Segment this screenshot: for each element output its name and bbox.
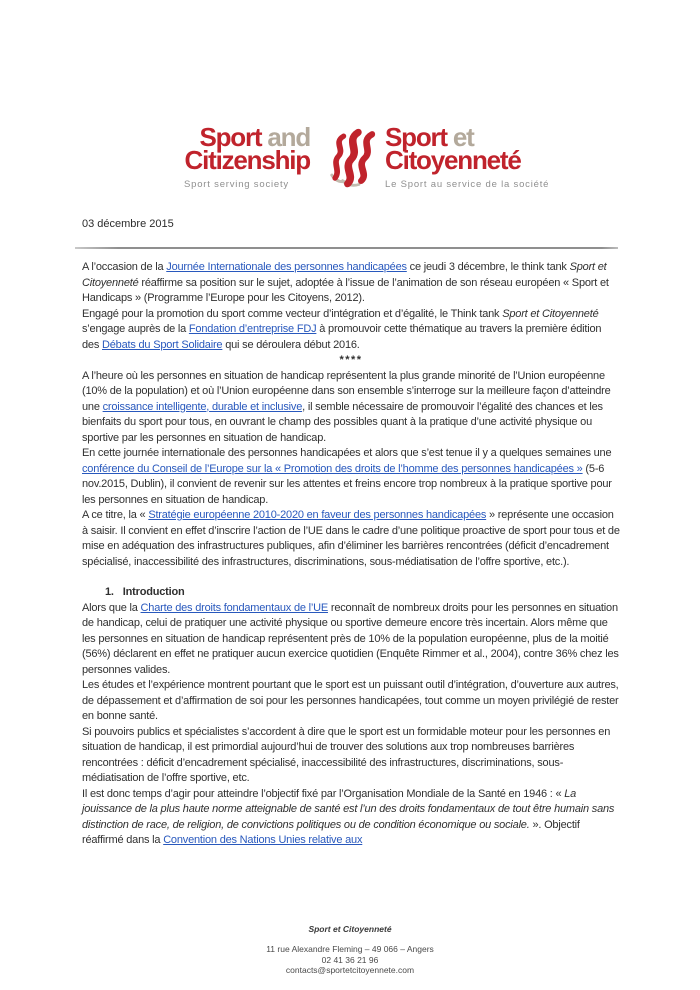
horizontal-rule (75, 247, 618, 249)
text-run: ce jeudi 3 décembre, le think tank (406, 261, 570, 273)
text-run: » représente une occasion à saisir. Il convient en effet d’inscrire l’action de l’UE dans le cadre d’une politique proactive de sport pour tous et de mise en adéquation des infrastructures publiques, afin d’éliminer les barrières rencontrées (déficit d’encadrement spécialisé, inaccessibilité des infrastructures, discriminations, sous-médiatisation de l’offre sportive, etc.). (82, 509, 620, 568)
document-footer (0, 924, 700, 976)
text-run: Alors que la (82, 601, 141, 614)
text-run: ». Objectif réaffirmé dans la (82, 818, 580, 846)
heading-text: Introduction (122, 586, 185, 598)
logo-english-tagline: Sport serving society (184, 179, 289, 190)
hyperlink[interactable]: Fondation d’entreprise FDJ (188, 323, 317, 335)
paragraph (82, 446, 620, 508)
logo-french-tagline: Le Sport au service de la société (385, 179, 550, 190)
text-run: Si pouvoirs publics et spécialistes s’accordent à dire que le sport est un formidable moteur pour les personnes en situation de handicap, il est primordial aujourd’hui de trouver des solutions aux trop nombreuses barrières rencontrées : déficit d’encadrement spécialisé, inaccessibilité des infrastructures, discriminations, sous-médiatisation de l’offre sportive, etc. (82, 725, 611, 784)
text-run: Les études et l’expérience montrent pourtant que le sport est un puissant outil d’intégration, d’ouverture aux autres, de dépassement et d’affirmation de soi pour les personnes handicapées, tout comme un moyen privilégié de rester en bonne santé. (82, 679, 619, 722)
paragraph (82, 678, 620, 725)
text-run: La jouissance de la plus haute norme atteignable de santé est l’un des droits fondamentaux de tout être humain sans distinction de race, de religion, de convictions politiques ou de condition économique ou sociale. (82, 787, 615, 831)
footer-address: 11 rue Alexandre Fleming – 49 066 – Angers (266, 944, 434, 954)
hyperlink[interactable]: croissance intelligente, durable et inclusive (102, 400, 303, 413)
hyperlink[interactable]: Journée Internationale des personnes handicapées (166, 261, 407, 273)
logo-french-wordmark (385, 122, 565, 175)
paragraph (82, 601, 620, 679)
text-run: s’engage auprès de la (82, 323, 189, 335)
stars-separator: **** (339, 354, 363, 366)
text-run: , il semble nécessaire de promouvoir l’égalité des chances et les bienfaits du sport pour tous, en ouvrant le champ des possibles quant à la pratique d’une activité physique ou sportive par les personnes en situation de handicap. (82, 400, 603, 444)
logo-english-wordmark (135, 122, 310, 175)
logo-french (385, 122, 565, 190)
logo-english (135, 122, 310, 190)
text-run: Il est donc temps d’agir pour atteindre l’objectif fixé par l’Organisation Mondiale de la Santé en 1946 : « (82, 787, 565, 800)
hyperlink[interactable]: Stratégie européenne 2010-2020 en faveur des personnes handicapées (148, 509, 487, 521)
hyperlink[interactable]: Charte des droits fondamentaux de l’UE (140, 601, 328, 614)
header-logo-row (140, 122, 560, 206)
section-heading (82, 585, 620, 601)
footer-phone: 02 41 36 21 96 (321, 954, 379, 965)
logo-word: Citoyenneté (385, 145, 521, 175)
text-run: A l’heure où les personnes en situation de handicap représentent la plus grande minorité de l’Union européenne (10% de la population) et où l’Union européenne dans son ensemble s’interroge sur la meilleure façon d’atteindre une (82, 369, 611, 413)
text-run: Sport et Citoyenneté (502, 307, 599, 320)
hyperlink[interactable]: Convention des Nations Unies relative aux (163, 834, 363, 846)
footer-email: contacts@sportetcitoyennete.com (285, 965, 415, 975)
paragraph (82, 307, 620, 354)
paragraph (82, 787, 620, 849)
heading-number: 1. (105, 586, 114, 598)
text-run: (5-6 nov.2015, Dublin), il convient de revenir sur les attentes et freins encore trop nombreux à la pratique sportive pour les personnes en situation de handicap. (82, 462, 612, 506)
logo-word: Sport (385, 122, 447, 152)
paragraph (82, 508, 620, 570)
paragraph (82, 725, 620, 787)
text-run: Engagé pour la promotion du sport comme vecteur d’intégration et d’égalité, le Think tank (82, 307, 503, 320)
text-run: à promouvoir cette thématique au travers la première édition des (82, 323, 602, 351)
footer-organization: Sport et Citoyenneté (308, 924, 392, 934)
hyperlink[interactable]: Débats du Sport Solidaire (102, 338, 223, 351)
text-run: reconnaît de nombreux droits pour les personnes en situation de handicap, celui de pratiquer une activité physique ou sportive demeure encore très incertain. Alors même que les personnes en situation de handicap représentent près de 10% de la population européenne, plus de la moitié (56%) déclarent en effet ne pratiquer aucun exercice quotidien (Enquête Rimmer et al., 2004), contre 36% chez les personnes valides. (82, 601, 619, 676)
text-run: qui se déroulera début 2016. (222, 338, 360, 351)
logo-word: et (452, 122, 474, 152)
text-run: En cette journée internationale des personnes handicapées et alors que s’est tenue il y a quelques semaines une (82, 447, 612, 459)
sport-citizenship-swirl-logo-icon (323, 126, 381, 192)
document-body (82, 260, 620, 849)
paragraph (82, 260, 620, 307)
logo-word: Citizenship (184, 145, 310, 175)
document-date: 03 décembre 2015 (82, 218, 174, 230)
hyperlink[interactable]: conférence du Conseil de l’Europe sur la « Promotion des droits de l’homme des personnes handicapées » (82, 462, 583, 475)
text-run: réaffirme sa position sur le sujet, adoptée à l’issue de l’animation de son réseau européen « Sport et Handicaps » (Programme l’Europe pour les Citoyens, 2012). (82, 276, 609, 304)
text-run: A l’occasion de la (82, 261, 167, 273)
paragraph (82, 369, 620, 447)
text-run: A ce titre, la « (82, 509, 149, 521)
text-run: Sport et Citoyenneté (82, 261, 607, 289)
logo-word: and (267, 122, 310, 152)
logo-word: Sport (199, 122, 262, 152)
